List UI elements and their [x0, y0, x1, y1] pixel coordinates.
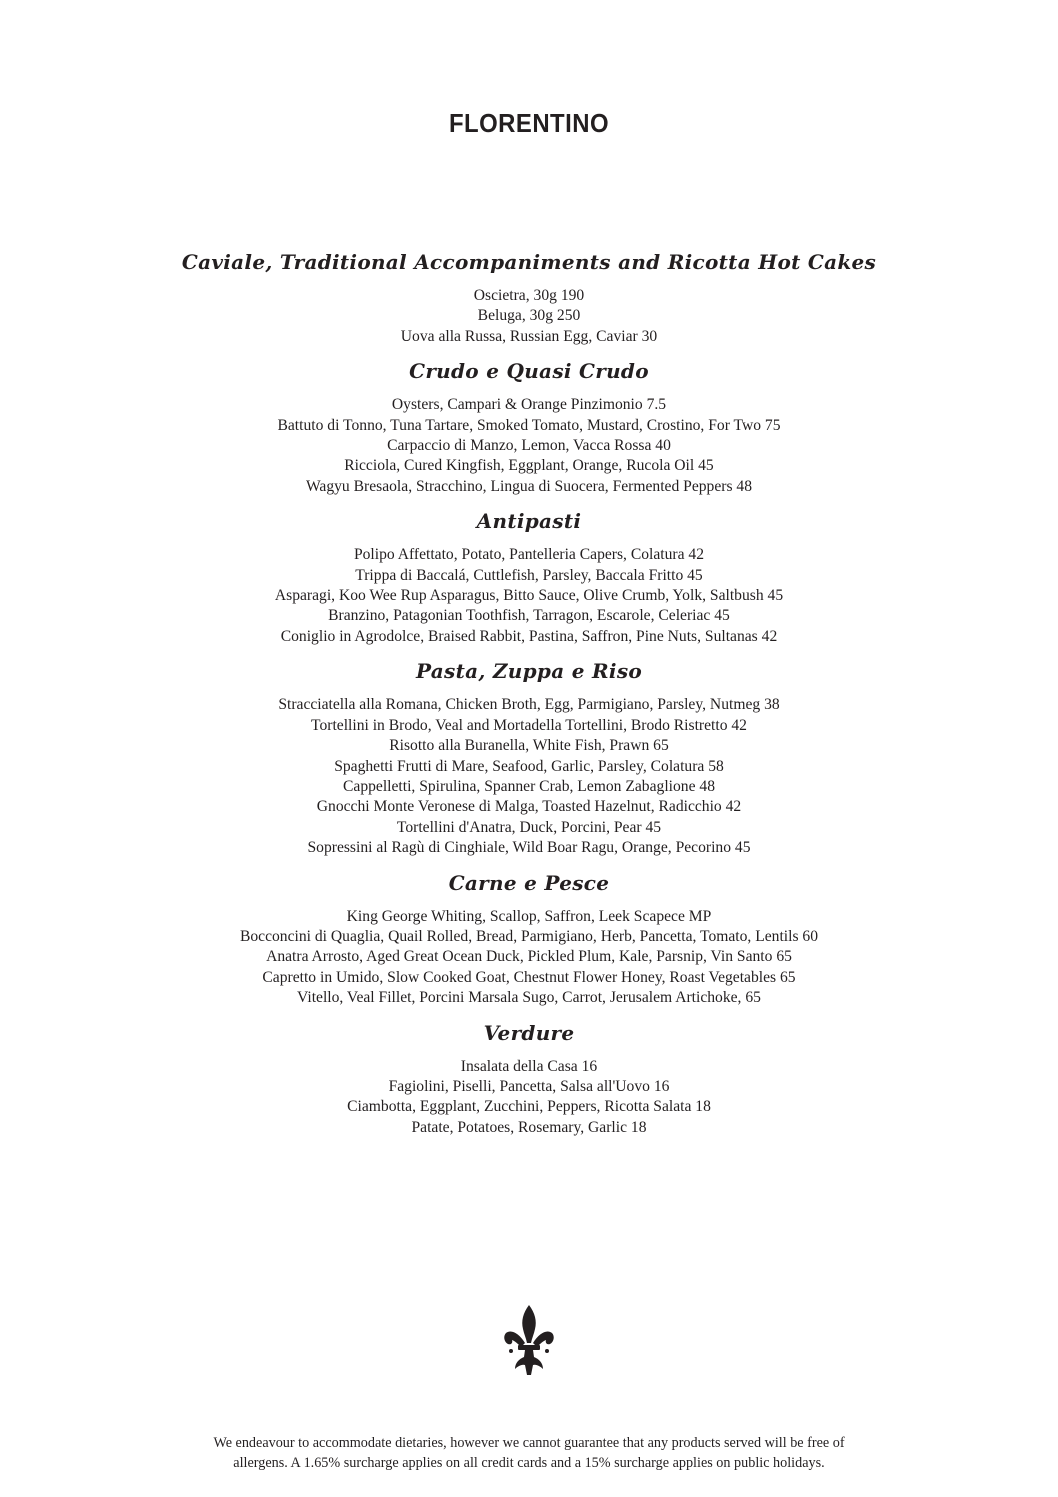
menu-item: Polipo Affettato, Potato, Pantelleria Capers, Colatura 42	[353, 546, 705, 564]
menu-item: Patate, Potatoes, Rosemary, Garlic 18	[411, 1118, 647, 1136]
menu-item: Vitello, Veal Fillet, Porcini Marsala Sugo, Carrot, Jerusalem Artichoke, 65	[297, 989, 761, 1007]
section-heading-caviale: Caviale, Traditional Accompaniments and Ricotta Hot Cakes	[181, 250, 877, 274]
menu-item: Gnocchi Monte Veronese di Malga, Toasted Hazelnut, Radicchio 42	[316, 798, 742, 816]
menu-item: Risotto alla Buranella, White Fish, Prawn 65	[389, 737, 669, 755]
section-heading-antipasti: Antipasti	[476, 509, 582, 534]
menu-section	[0, 869, 1058, 1009]
fleur-de-lis-icon	[503, 1303, 555, 1377]
menu-item: Fagiolini, Piselli, Pancetta, Salsa all'Uovo 16	[388, 1077, 670, 1095]
menu-item: Ricciola, Cured Kingfish, Eggplant, Orange, Rucola Oil 45	[344, 457, 714, 475]
menu-item: Battuto di Tonno, Tuna Tartare, Smoked Tomato, Mustard, Crostino, For Two 75	[277, 416, 781, 434]
menu-item: Oysters, Campari & Orange Pinzimonio 7.5	[391, 396, 667, 414]
menu-section	[0, 507, 1058, 647]
menu-item: Capretto in Umido, Slow Cooked Goat, Chestnut Flower Honey, Roast Vegetables 65	[262, 968, 796, 986]
restaurant-title: FLORENTINO	[448, 108, 610, 138]
menu-item: Insalata della Casa 16	[460, 1057, 598, 1075]
allergen-notice	[0, 1433, 1058, 1473]
section-items	[0, 286, 1058, 347]
menu-section	[0, 357, 1058, 497]
section-items	[0, 695, 1058, 858]
menu-item: King George Whiting, Scallop, Saffron, Leek Scapece MP	[346, 907, 712, 925]
menu-item: Stracciatella alla Romana, Chicken Broth, Egg, Parmigiano, Parsley, Nutmeg 38	[278, 696, 780, 714]
allergen-notice-line-2: allergens. A 1.65% surcharge applies on all credit cards and a 15% surcharge applies on public holidays.	[233, 1455, 825, 1471]
menu-item: Beluga, 30g 250	[477, 307, 581, 325]
section-heading-crudo: Crudo e Quasi Crudo	[409, 359, 649, 384]
menu-item: Tortellini d'Anatra, Duck, Porcini, Pear 45	[396, 818, 662, 836]
menu-item: Sopressini al Ragù di Cinghiale, Wild Boar Ragu, Orange, Pecorino 45	[307, 839, 751, 857]
allergen-notice-line-1: We endeavour to accommodate dietaries, however we cannot guarantee that any products served will be free of	[213, 1435, 845, 1451]
menu-item: Spaghetti Frutti di Mare, Seafood, Garlic, Parsley, Colatura 58	[334, 757, 724, 775]
menu-section	[0, 657, 1058, 858]
section-items	[0, 907, 1058, 1009]
section-heading-pasta: Pasta, Zuppa e Riso	[415, 659, 643, 684]
section-items	[0, 1057, 1058, 1139]
menu-section	[0, 248, 1058, 347]
menu-section	[0, 1019, 1058, 1139]
section-heading-verdure: Verdure	[483, 1020, 575, 1045]
section-items	[0, 545, 1058, 647]
menu-item: Uova alla Russa, Russian Egg, Caviar 30	[400, 327, 658, 345]
menu-item: Ciambotta, Eggplant, Zucchini, Peppers, Ricotta Salata 18	[347, 1098, 711, 1116]
menu-list	[0, 248, 1058, 1148]
menu-item: Bocconcini di Quaglia, Quail Rolled, Bread, Parmigiano, Herb, Pancetta, Tomato, Lentils 60	[239, 927, 819, 945]
menu-item: Trippa di Baccalá, Cuttlefish, Parsley, Baccala Fritto 45	[355, 566, 703, 584]
section-items	[0, 395, 1058, 497]
menu-item: Asparagi, Koo Wee Rup Asparagus, Bitto Sauce, Olive Crumb, Yolk, Saltbush 45	[274, 587, 784, 605]
menu-item: Branzino, Patagonian Toothfish, Tarragon, Escarole, Celeriac 45	[328, 607, 730, 625]
section-heading-carne: Carne e Pesce	[448, 870, 610, 895]
menu-item: Cappelletti, Spirulina, Spanner Crab, Lemon Zabaglione 48	[343, 777, 715, 795]
menu-item: Wagyu Bresaola, Stracchino, Lingua di Suocera, Fermented Peppers 48	[305, 477, 753, 495]
menu-item: Tortellini in Brodo, Veal and Mortadella Tortellini, Brodo Ristretto 42	[311, 716, 747, 734]
menu-item: Oscietra, 30g 190	[473, 287, 585, 304]
menu-item: Carpaccio di Manzo, Lemon, Vacca Rossa 40	[387, 437, 671, 455]
menu-item: Anatra Arrosto, Aged Great Ocean Duck, Pickled Plum, Kale, Parsnip, Vin Santo 65	[266, 948, 792, 966]
menu-item: Coniglio in Agrodolce, Braised Rabbit, Pastina, Saffron, Pine Nuts, Sultanas 42	[280, 627, 778, 645]
